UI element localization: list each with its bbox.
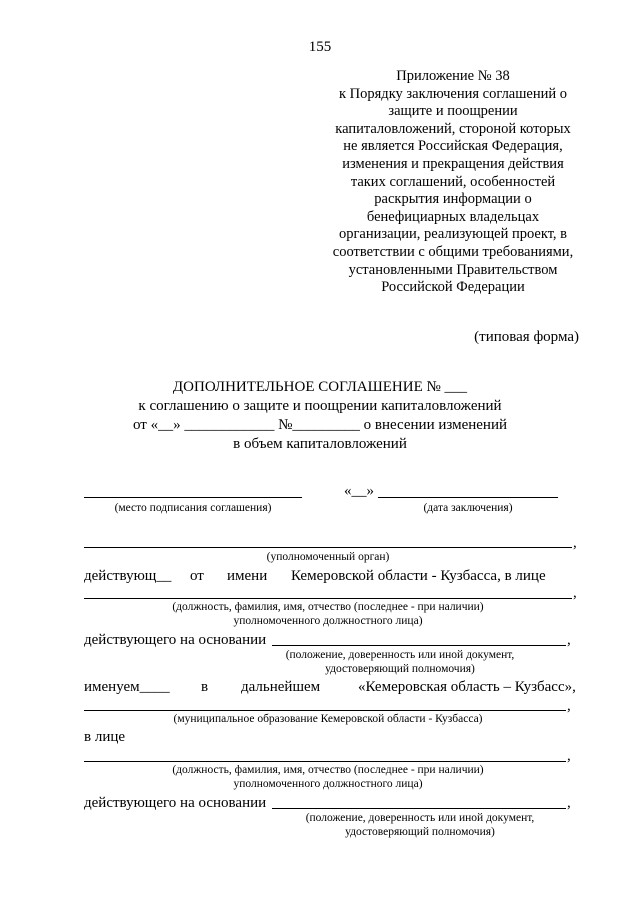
region-name: «Кемеровская область – Кузбасс», <box>358 679 576 695</box>
appendix-line: изменения и прекращения действия <box>342 155 564 172</box>
place-caption: (место подписания соглашения) <box>114 502 272 514</box>
comma: , <box>573 535 577 551</box>
appendix-header <box>312 68 594 297</box>
basis-field-line[interactable] <box>272 645 566 646</box>
acting-basis-label: действующего на основании <box>84 632 267 648</box>
appendix-line: защите и поощрении <box>388 103 518 120</box>
title-subline: к соглашению о защите и поощрении капиталовложений <box>138 398 502 414</box>
title-subline: в объем капиталовложений <box>233 436 407 452</box>
basis2-field-line[interactable] <box>272 808 566 809</box>
basis-caption: (положение, доверенность или иной документ, <box>285 649 515 661</box>
official2-caption: (должность, фамилия, имя, отчество (последнее - при наличии) <box>172 764 484 776</box>
ot-word: от <box>190 568 204 584</box>
in-person-label: в лице <box>84 729 126 745</box>
authority-caption: (уполномоченный орган) <box>266 551 390 563</box>
appendix-line: Приложение № 38 <box>396 68 510 84</box>
imeni-word: имени <box>227 568 268 584</box>
document-title: ДОПОЛНИТЕЛЬНОЕ СОГЛАШЕНИЕ № ___ <box>172 379 468 395</box>
basis-caption: удостоверяющий полномочия) <box>325 663 475 675</box>
further-word: дальнейшем <box>241 679 321 695</box>
acting-word: действующ__ <box>84 568 172 584</box>
appendix-line: не является Российская Федерация, <box>343 138 563 155</box>
appendix-line: соответствии с общими требованиями, <box>332 243 574 260</box>
comma: , <box>567 698 571 714</box>
comma: , <box>573 585 577 601</box>
title-subline: от «__» ____________ №_________ о внесении изменений <box>132 417 508 433</box>
basis2-caption: (положение, доверенность или иной документ, <box>305 812 535 824</box>
basis2-caption: удостоверяющий полномочия) <box>345 826 495 838</box>
appendix-line: бенефициарных владельцах <box>366 208 540 225</box>
appendix-line: таких соглашений, особенностей <box>350 173 556 190</box>
date-caption: (дата заключения) <box>423 502 513 514</box>
form-type-label: (типовая форма) <box>474 329 579 345</box>
official-caption: уполномоченного должностного лица) <box>233 615 423 627</box>
appendix-line: Российской Федерации <box>381 279 525 296</box>
official-caption: (должность, фамилия, имя, отчество (последнее - при наличии) <box>172 601 484 613</box>
appendix-line: раскрытия информации о <box>374 191 532 208</box>
v-word: в <box>201 679 209 695</box>
municipal-field-line[interactable] <box>84 710 566 711</box>
region-in-person: Кемеровской области - Кузбасса, в лице <box>291 568 546 584</box>
comma: , <box>567 632 571 648</box>
appendix-line: к Порядку заключения соглашений о <box>339 85 567 102</box>
page-number: 155 <box>308 39 332 55</box>
municipal-caption: (муниципальное образование Кемеровской области - Кузбасса) <box>173 713 483 725</box>
appendix-line: капиталовложений, стороной которых <box>335 120 571 137</box>
acting-basis-2-label: действующего на основании <box>84 795 267 811</box>
appendix-line: организации, реализующей проект, в <box>338 226 568 243</box>
date-quotes: «__» <box>344 483 374 499</box>
comma: , <box>567 748 571 764</box>
appendix-line: установленными Правительством <box>348 261 558 278</box>
official2-field-line[interactable] <box>84 761 566 762</box>
official2-caption: уполномоченного должностного лица) <box>233 778 423 790</box>
date-field-line[interactable] <box>378 497 558 498</box>
comma: , <box>567 795 571 811</box>
official-field-line[interactable] <box>84 598 572 599</box>
authority-field-line[interactable] <box>84 547 572 548</box>
named-word: именуем____ <box>84 679 170 695</box>
place-field-line[interactable] <box>84 497 302 498</box>
